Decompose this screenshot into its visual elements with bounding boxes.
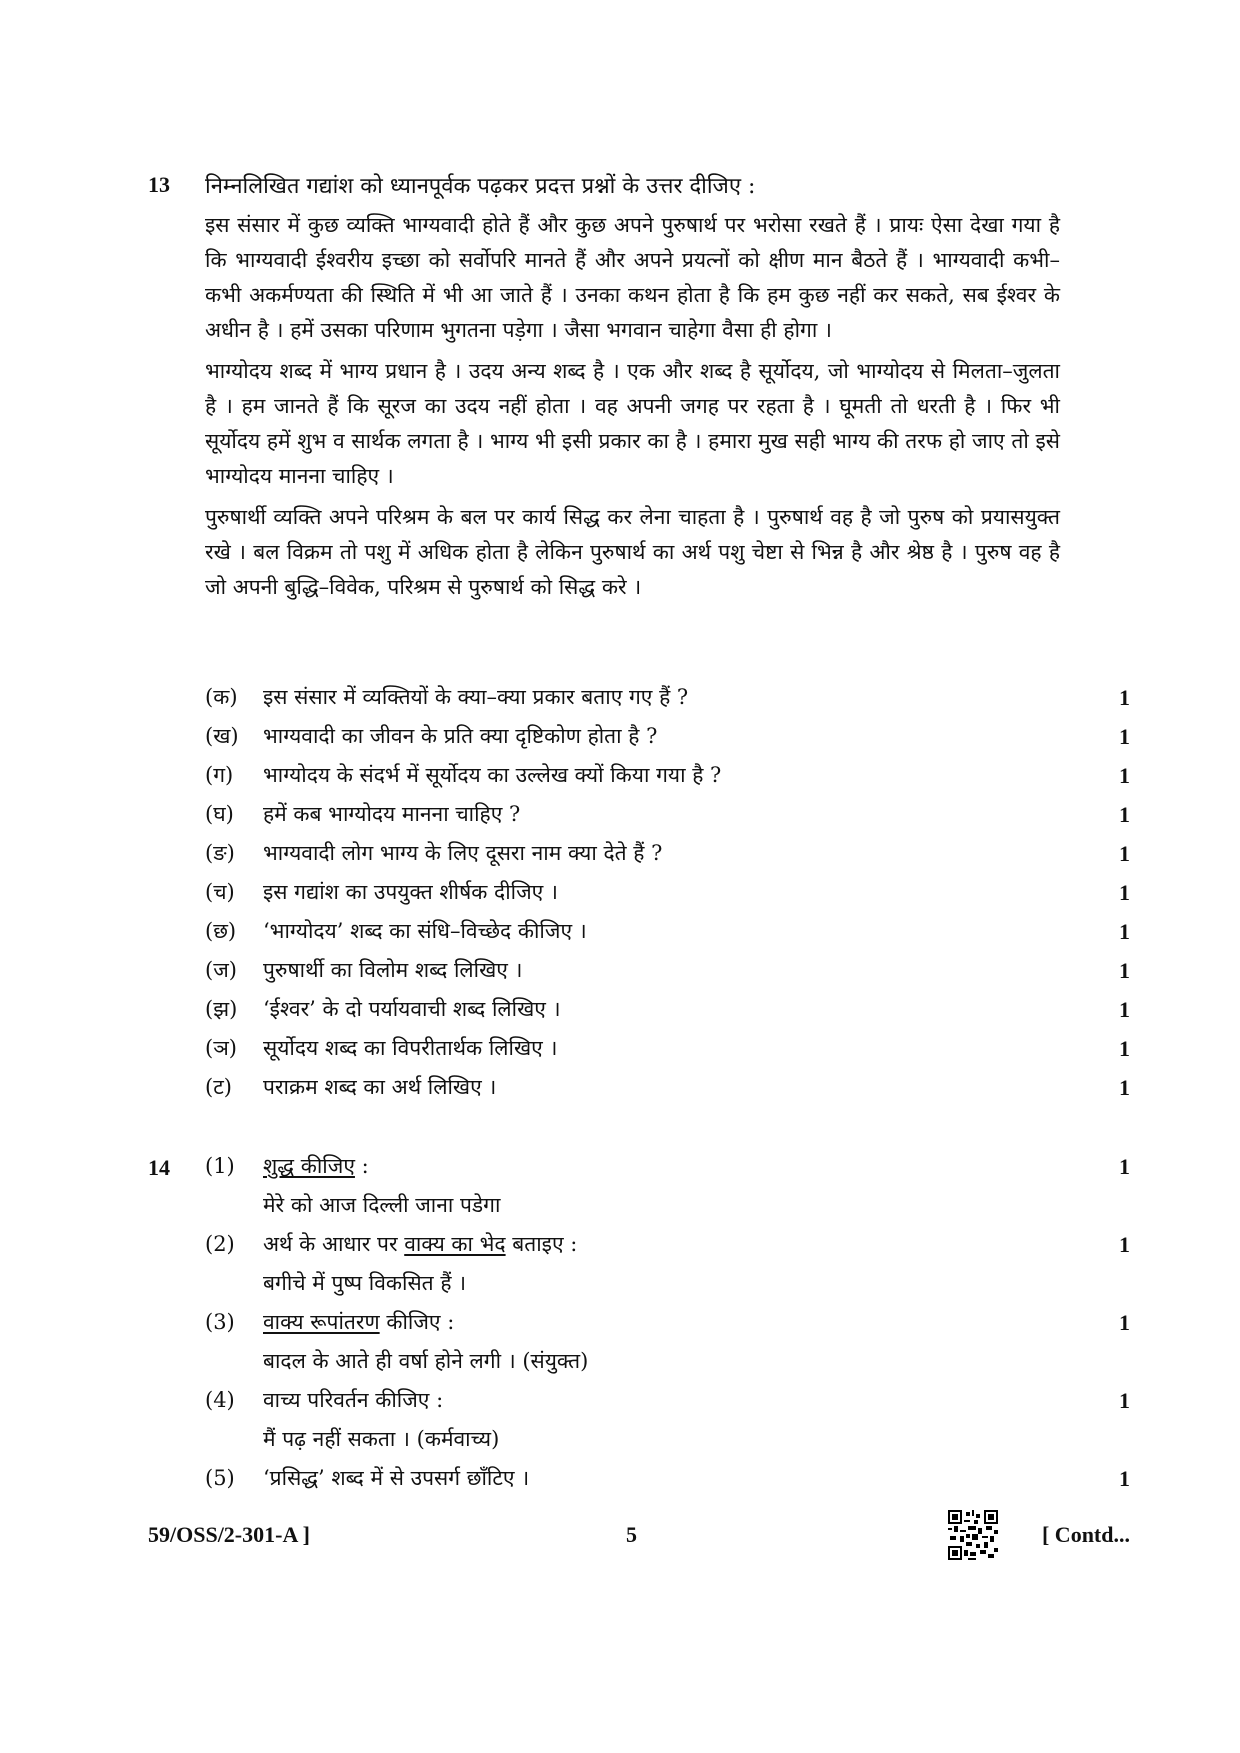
question-13-passage-block <box>205 168 1060 605</box>
marks: 1 <box>1119 685 1130 710</box>
sub-question-label: (ख) <box>205 724 239 748</box>
sub-question-text: हमें कब भाग्योदय मानना चाहिए ? <box>263 802 521 826</box>
q14-item-label: (4) <box>205 1388 235 1412</box>
q14-item-label: (3) <box>205 1310 235 1334</box>
marks: 1 <box>1119 880 1130 905</box>
q14-item-label: (1) <box>205 1154 235 1178</box>
continued-label: [ Contd... <box>1041 1522 1130 1547</box>
paper-code: 59/OSS/2-301-A ] <box>148 1522 310 1547</box>
sub-question-label: (ग) <box>205 763 234 787</box>
qr-code-icon <box>948 1510 998 1560</box>
q14-item-3-sentence: बादल के आते ही वर्षा होने लगी । (संयुक्त) <box>263 1349 589 1373</box>
sub-question-text: पुरुषार्थी का विलोम शब्द लिखिए । <box>263 958 523 982</box>
marks: 1 <box>1119 802 1130 827</box>
sub-question-label: (ञ) <box>205 1036 237 1060</box>
marks: 1 <box>1119 1310 1130 1335</box>
sub-question-label: (ज) <box>205 958 237 982</box>
question-14-number: 14 <box>148 1155 170 1180</box>
sub-question-text: सूर्योदय शब्द का विपरीतार्थक लिखिए । <box>263 1036 558 1060</box>
marks: 1 <box>1119 724 1130 749</box>
sub-question-text: इस गद्यांश का उपयुक्त शीर्षक दीजिए । <box>263 880 558 904</box>
page-footer <box>148 1510 1130 1570</box>
question-13-number: 13 <box>148 172 170 197</box>
marks: 1 <box>1119 1466 1130 1491</box>
marks: 1 <box>1119 958 1130 983</box>
sub-question-text: ‘ईश्वर’ के दो पर्यायवाची शब्द लिखिए । <box>263 997 561 1021</box>
sub-question-label: (ट) <box>205 1075 232 1099</box>
q14-item-text: ‘प्रसिद्ध’ शब्द में से उपसर्ग छाँटिए । <box>263 1466 530 1490</box>
sub-question-text: भाग्यवादी का जीवन के प्रति क्या दृष्टिकोण होता है ? <box>263 724 658 748</box>
question-13-instruction: निम्नलिखित गद्यांश को ध्यानपूर्वक पढ़कर प्रदत्त प्रश्नों के उत्तर दीजिए : <box>205 174 756 199</box>
q14-item-text: शुद्ध कीजिए : <box>263 1154 369 1178</box>
marks: 1 <box>1119 1232 1130 1257</box>
sub-question-text: भाग्यवादी लोग भाग्य के लिए दूसरा नाम क्या देते हैं ? <box>263 841 663 865</box>
q14-item-text: वाक्य रूपांतरण कीजिए : <box>263 1310 455 1334</box>
q14-item-label: (2) <box>205 1232 235 1256</box>
q14-item-1-sentence: मेरे को आज दिल्ली जाना पडेगा <box>263 1193 501 1217</box>
marks: 1 <box>1119 841 1130 866</box>
marks: 1 <box>1119 1036 1130 1061</box>
sub-question-label: (घ) <box>205 802 234 826</box>
sub-question-label: (च) <box>205 880 235 904</box>
passage-paragraph-1: इस संसार में कुछ व्यक्ति भाग्यवादी होते हैं और कुछ अपने पुरुषार्थ पर भरोसा रखते हैं । प्रायः ऐसा देखा गया है कि भाग्यवादी ईश्वरीय इच्छा को सर्वोपरि मानते हैं और अपने प्रयत्नों को क्षीण मान बैठते हैं । भाग्यवादी कभी–कभी अकर्मण्यता की स्थिति में भी आ जाते हैं । उनका कथन होता है कि हम कुछ नहीं कर सकते, सब ईश्वर के अधीन है । हमें उसका परिणाम भुगतना पड़ेगा । जैसा भगवान चाहेगा वैसा ही होगा । <box>205 213 1060 342</box>
q14-item-text: वाच्य परिवर्तन कीजिए : <box>263 1388 444 1412</box>
sub-question-text: इस संसार में व्यक्तियों के क्या–क्या प्रकार बताए गए हैं ? <box>263 685 689 709</box>
passage-paragraph-2: भाग्योदय शब्द में भाग्य प्रधान है । उदय अन्य शब्द है । एक और शब्द है सूर्योदय, जो भाग्योदय से मिलता–जुलता है । हम जानते हैं कि सूरज का उदय नहीं होता । वह अपनी जगह पर रहता है । घूमती तो धरती है । फिर भी सूर्योदय हमें शुभ व सार्थक लगता है । भाग्य भी इसी प्रकार का है । हमारा मुख सही भाग्य की तरफ हो जाए तो इसे भाग्योदय मानना चाहिए । <box>205 359 1060 488</box>
sub-question-label: (क) <box>205 685 238 709</box>
marks: 1 <box>1119 1388 1130 1413</box>
marks: 1 <box>1119 1154 1130 1179</box>
sub-question-text: ‘भाग्योदय’ शब्द का संधि–विच्छेद कीजिए । <box>263 919 587 943</box>
q14-item-label: (5) <box>205 1466 235 1490</box>
sub-question-label: (छ) <box>205 919 237 943</box>
q14-item-2-sentence: बगीचे में पुष्प विकसित हैं । <box>263 1271 467 1295</box>
marks: 1 <box>1119 763 1130 788</box>
sub-question-label: (झ) <box>205 997 238 1021</box>
marks: 1 <box>1119 919 1130 944</box>
sub-question-text: पराक्रम शब्द का अर्थ लिखिए । <box>263 1075 497 1099</box>
q14-item-text: अर्थ के आधार पर वाक्य का भेद बताइए : <box>263 1232 578 1256</box>
marks: 1 <box>1119 1075 1130 1100</box>
passage-paragraph-3: पुरुषार्थी व्यक्ति अपने परिश्रम के बल पर कार्य सिद्ध कर लेना चाहता है । पुरुषार्थ वह है जो पुरुष को प्रयासयुक्त रखे । बल विक्रम तो पशु में अधिक होता है लेकिन पुरुषार्थ का अर्थ पशु चेष्टा से भिन्न है और श्रेष्ठ है । पुरुष वह है जो अपनी बुद्धि–विवेक, परिश्रम से पुरुषार्थ को सिद्ध करे । <box>205 505 1060 599</box>
q14-item-4-sentence: मैं पढ़ नहीं सकता । (कर्मवाच्य) <box>263 1427 500 1451</box>
page-number: 5 <box>626 1522 637 1547</box>
marks: 1 <box>1119 997 1130 1022</box>
sub-question-label: (ङ) <box>205 841 235 865</box>
sub-question-text: भाग्योदय के संदर्भ में सूर्योदय का उल्लेख क्यों किया गया है ? <box>263 763 722 787</box>
